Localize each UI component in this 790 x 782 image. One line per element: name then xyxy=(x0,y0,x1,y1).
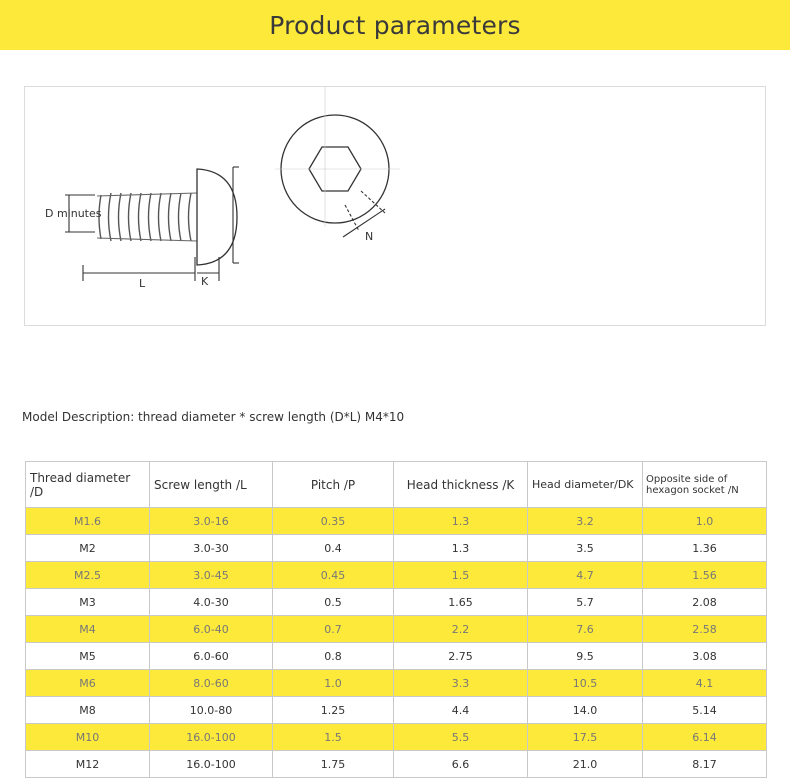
table-cell: M6 xyxy=(26,670,150,697)
table-row xyxy=(26,724,767,751)
table-cell: 2.58 xyxy=(643,616,767,643)
table-cell: 4.0-30 xyxy=(150,589,273,616)
table-cell: 6.6 xyxy=(394,751,528,778)
header-screw-length: Screw length /L xyxy=(150,462,273,508)
table-cell: 1.5 xyxy=(273,724,394,751)
table-cell: 1.65 xyxy=(394,589,528,616)
table-cell: M4 xyxy=(26,616,150,643)
table-cell: 4.1 xyxy=(643,670,767,697)
table-cell: M2 xyxy=(26,535,150,562)
table-cell: 16.0-100 xyxy=(150,751,273,778)
table-row xyxy=(26,562,767,589)
table-cell: 1.56 xyxy=(643,562,767,589)
table-cell: 5.14 xyxy=(643,697,767,724)
table-cell: 1.36 xyxy=(643,535,767,562)
table-cell: 4.7 xyxy=(528,562,643,589)
table-cell: 8.17 xyxy=(643,751,767,778)
screw-drawing xyxy=(25,87,767,327)
table-row xyxy=(26,616,767,643)
table-cell: 3.0-16 xyxy=(150,508,273,535)
table-cell: 3.0-45 xyxy=(150,562,273,589)
table-header-row xyxy=(26,462,767,508)
parameter-table xyxy=(25,461,767,778)
table-cell: M1.6 xyxy=(26,508,150,535)
table-cell: 2.08 xyxy=(643,589,767,616)
table-cell: 1.5 xyxy=(394,562,528,589)
table-cell: 10.5 xyxy=(528,670,643,697)
table-cell: 3.0-30 xyxy=(150,535,273,562)
table-cell: 2.2 xyxy=(394,616,528,643)
table-cell: 17.5 xyxy=(528,724,643,751)
table-row xyxy=(26,508,767,535)
table-cell: 1.3 xyxy=(394,535,528,562)
table-cell: 3.5 xyxy=(528,535,643,562)
label-k: K xyxy=(201,275,209,288)
table-cell: 6.0-60 xyxy=(150,643,273,670)
page-title: Product parameters xyxy=(269,10,521,40)
table-cell: 6.0-40 xyxy=(150,616,273,643)
table-cell: 6.14 xyxy=(643,724,767,751)
table-cell: 5.7 xyxy=(528,589,643,616)
table-cell: 0.4 xyxy=(273,535,394,562)
label-n: N xyxy=(365,230,374,243)
table-cell: 21.0 xyxy=(528,751,643,778)
table-cell: M8 xyxy=(26,697,150,724)
header-hex-socket: Opposite side of hexagon socket /N xyxy=(643,462,767,508)
table-cell: 1.3 xyxy=(394,508,528,535)
table-cell: 0.7 xyxy=(273,616,394,643)
table-row xyxy=(26,670,767,697)
table-cell: 14.0 xyxy=(528,697,643,724)
title-banner xyxy=(0,0,790,50)
table-cell: 4.4 xyxy=(394,697,528,724)
header-head-diameter: Head diameter/DK xyxy=(528,462,643,508)
table-cell: 1.0 xyxy=(643,508,767,535)
table-cell: M2.5 xyxy=(26,562,150,589)
screw-diagram xyxy=(24,86,766,326)
label-l: L xyxy=(139,277,146,290)
table-cell: 0.35 xyxy=(273,508,394,535)
table-row xyxy=(26,643,767,670)
table-cell: 0.8 xyxy=(273,643,394,670)
table-row xyxy=(26,697,767,724)
table-cell: M10 xyxy=(26,724,150,751)
table-cell: 0.45 xyxy=(273,562,394,589)
header-pitch: Pitch /P xyxy=(273,462,394,508)
table-cell: 1.0 xyxy=(273,670,394,697)
header-thread-diameter: Thread diameter /D xyxy=(26,462,150,508)
table-row xyxy=(26,589,767,616)
table-cell: 16.0-100 xyxy=(150,724,273,751)
table-row xyxy=(26,535,767,562)
table-cell: 2.75 xyxy=(394,643,528,670)
table-cell: M5 xyxy=(26,643,150,670)
label-d: D minutes xyxy=(45,207,102,220)
header-head-thickness: Head thickness /K xyxy=(394,462,528,508)
table-cell: 8.0-60 xyxy=(150,670,273,697)
table-cell: 1.75 xyxy=(273,751,394,778)
table-cell: M12 xyxy=(26,751,150,778)
table-cell: 10.0-80 xyxy=(150,697,273,724)
table-cell: 5.5 xyxy=(394,724,528,751)
table-cell: 7.6 xyxy=(528,616,643,643)
table-row xyxy=(26,751,767,778)
table-cell: 1.25 xyxy=(273,697,394,724)
table-cell: 3.08 xyxy=(643,643,767,670)
table-cell: 9.5 xyxy=(528,643,643,670)
table-body xyxy=(26,508,767,778)
model-description: Model Description: thread diameter * screw length (D*L) M4*10 xyxy=(22,410,405,424)
table-cell: 3.2 xyxy=(528,508,643,535)
table-cell: 0.5 xyxy=(273,589,394,616)
table-cell: M3 xyxy=(26,589,150,616)
table-cell: 3.3 xyxy=(394,670,528,697)
